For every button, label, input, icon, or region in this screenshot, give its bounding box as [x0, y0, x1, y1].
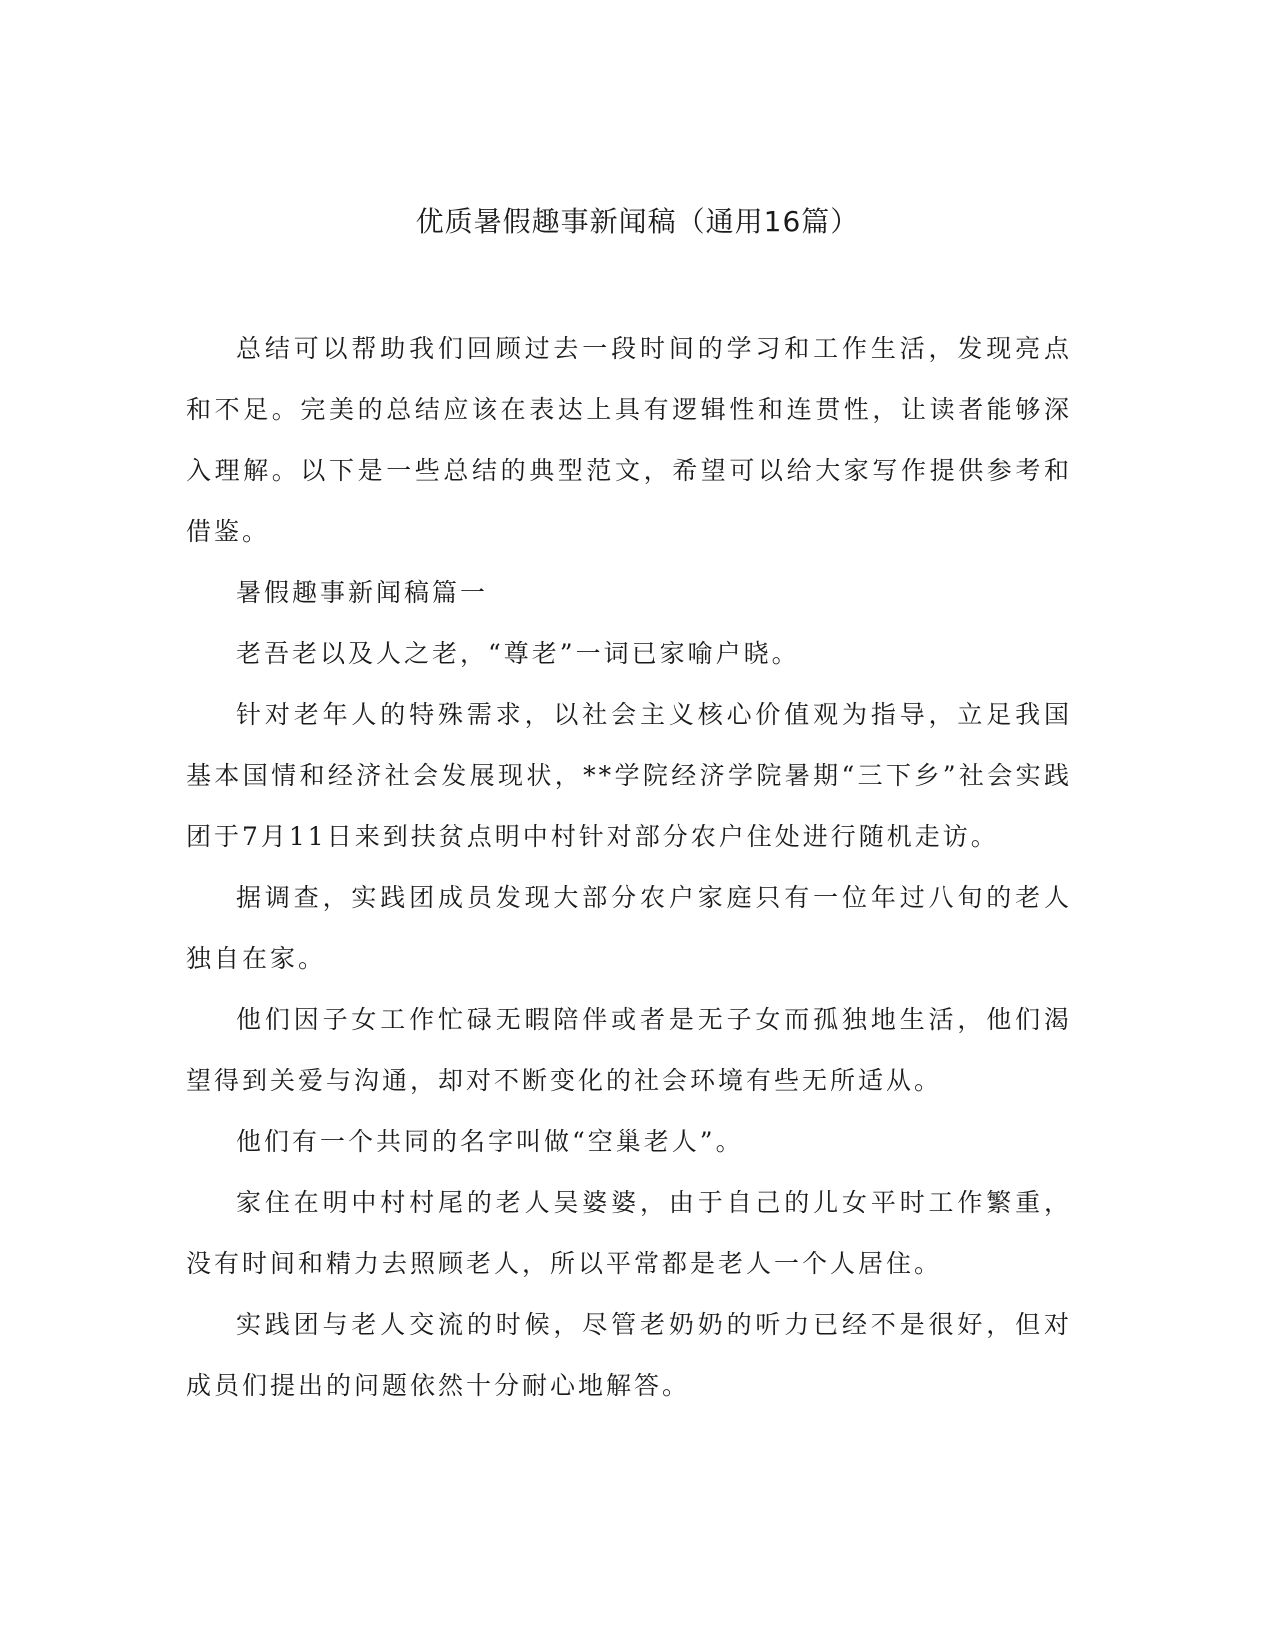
paragraph: 他们因子女工作忙碌无暇陪伴或者是无子女而孤独地生活，他们渴望得到关爱与沟通，却对不断变化的社会环境有些无所适从。	[186, 1005, 1072, 1095]
paragraph: 老吾老以及人之老，“尊老”一词已家喻户晓。	[236, 639, 800, 668]
paragraph: 实践团与老人交流的时候，尽管老奶奶的听力已经不是很好，但对成员们提出的问题依然十分耐心地解答。	[186, 1310, 1072, 1400]
document-title: 优质暑假趣事新闻稿（通用16篇）	[415, 205, 860, 238]
paragraph: 家住在明中村村尾的老人吴婆婆，由于自己的儿女平时工作繁重，没有时间和精力去照顾老人，所以平常都是老人一个人居住。	[186, 1188, 1072, 1278]
paragraph: 总结可以帮助我们回顾过去一段时间的学习和工作生活，发现亮点和不足。完美的总结应该在表达上具有逻辑性和连贯性，让读者能够深入理解。以下是一些总结的典型范文，希望可以给大家写作提供参考和借鉴。	[186, 334, 1072, 546]
paragraph: 据调查，实践团成员发现大部分农户家庭只有一位年过八旬的老人独自在家。	[186, 883, 1072, 973]
paragraph: 针对老年人的特殊需求，以社会主义核心价值观为指导，立足我国基本国情和经济社会发展现状，**学院经济学院暑期“三下乡”社会实践团于7月11日来到扶贫点明中村针对部分农户住处进行随机走访。	[186, 700, 1072, 851]
section-heading: 暑假趣事新闻稿篇一	[236, 578, 489, 607]
document-body	[186, 318, 1072, 1416]
paragraph: 他们有一个共同的名字叫做“空巢老人”。	[236, 1127, 744, 1156]
